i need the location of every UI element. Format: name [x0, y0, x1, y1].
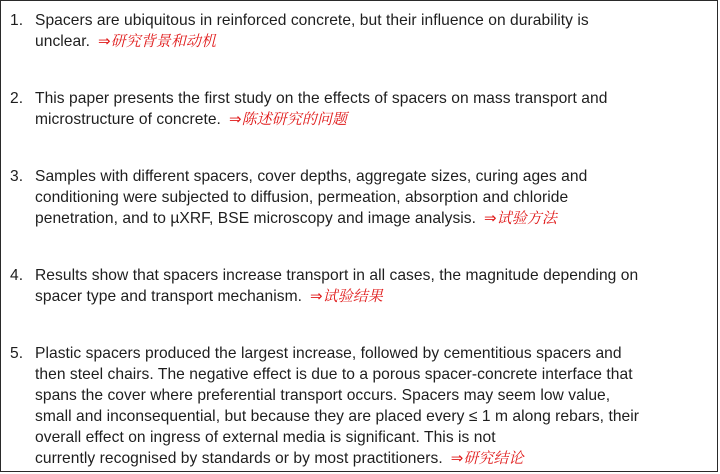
item-text — [35, 343, 710, 469]
text-line: penetration, and to µXRF, BSE microscopy and image analysis. — [35, 210, 477, 227]
annotation-note: ⇒陈述研究的问题 — [228, 110, 347, 128]
text-line: Results show that spacers increase transport in all cases, the magnitude depending on — [35, 267, 639, 284]
item-text — [35, 88, 710, 130]
annotation-note: ⇒试验结果 — [310, 287, 383, 305]
text-line-last — [35, 448, 710, 469]
text-line-last — [35, 208, 710, 229]
annotation-note: ⇒研究背景和动机 — [98, 32, 217, 50]
text-line: microstructure of concrete. — [35, 111, 221, 128]
text-line: small and inconsequential, but because they are placed every ≤ 1 m along rebars, their — [35, 408, 640, 425]
text-line-last — [35, 31, 710, 52]
item-number: 2. — [10, 90, 24, 107]
item-number: 3. — [10, 168, 24, 185]
item-number: 1. — [10, 12, 24, 29]
item-text — [35, 166, 710, 229]
text-line: spans the cover where preferential transport occurs. Spacers may seem low value, — [35, 387, 611, 404]
item-number: 5. — [10, 345, 24, 362]
annotation-note: ⇒研究结论 — [450, 449, 524, 467]
text-line-last — [35, 109, 710, 130]
text-line-last — [35, 286, 710, 307]
text-line: Plastic spacers produced the largest increase, followed by cementitious spacers and — [35, 345, 622, 362]
text-line: Spacers are ubiquitous in reinforced concrete, but their influence on durability is — [35, 12, 589, 29]
text-line: conditioning were subjected to diffusion, permeation, absorption and chloride — [35, 189, 569, 206]
text-line: spacer type and transport mechanism. — [35, 288, 303, 305]
text-line: overall effect on ingress of external media is significant. This is not — [35, 429, 496, 446]
item-number: 4. — [10, 267, 24, 284]
item-text — [35, 265, 710, 307]
text-line: then steel chairs. The negative effect is due to a porous spacer-concrete interface that — [35, 366, 633, 383]
text-line: currently recognised by standards or by most practitioners. — [35, 450, 443, 467]
text-line: Samples with different spacers, cover depths, aggregate sizes, curing ages and — [35, 168, 588, 185]
annotation-note: ⇒试验方法 — [484, 209, 557, 227]
text-line: unclear. — [35, 33, 91, 50]
text-line: This paper presents the first study on the effects of spacers on mass transport and — [35, 90, 608, 107]
item-text — [35, 10, 710, 52]
